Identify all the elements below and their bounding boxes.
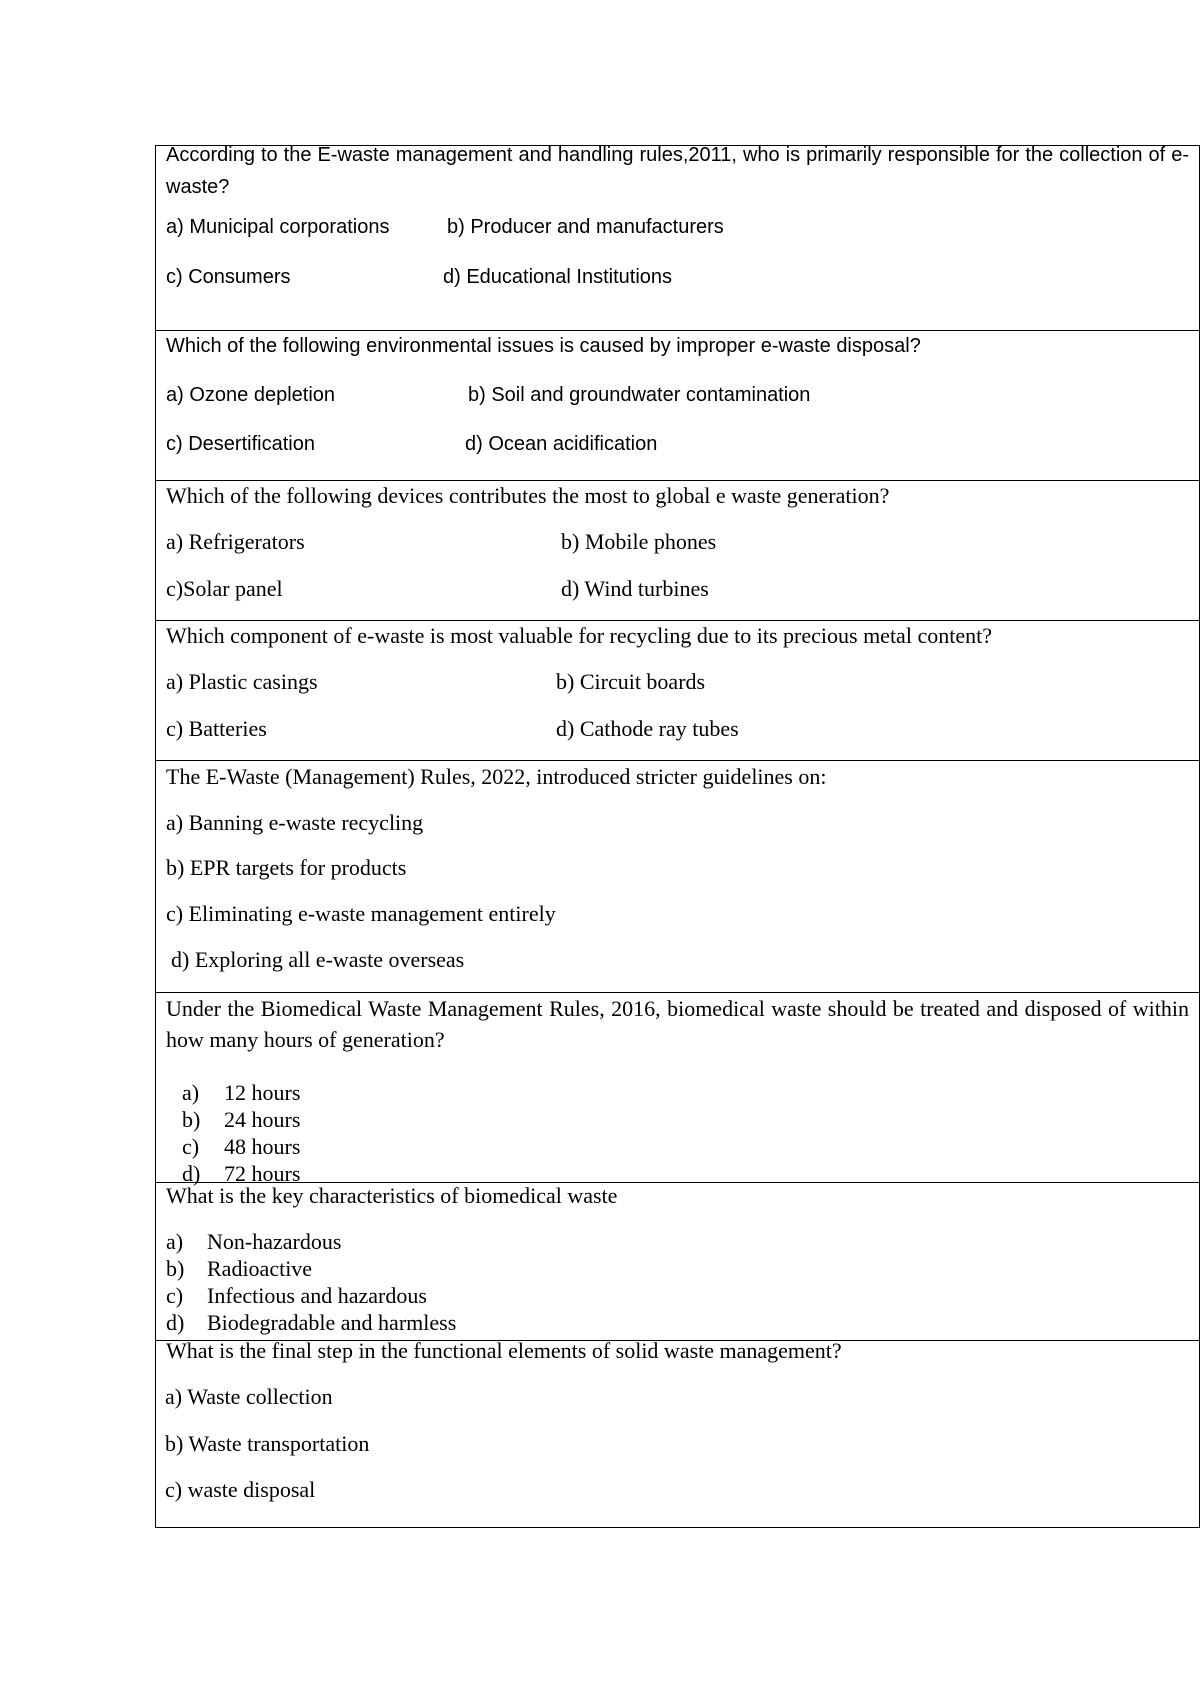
option-d: d) Ocean acidification [465,433,658,455]
option-c: c) Consumers [166,266,291,288]
list-item [182,1134,300,1160]
option-a: a) Waste collection [165,1384,333,1409]
list-marker: c) [182,1134,200,1159]
option-c: c) Eliminating e-waste management entirely [166,901,556,926]
question-text: Which of the following devices contributes the most to global e waste generation? [166,483,890,508]
question-cell [156,620,1199,760]
option-c: c) waste disposal [165,1477,316,1502]
option-b: b) EPR targets for products [166,855,407,880]
list-item [166,1229,341,1255]
question-text: Under the Biomedical Waste Management Rules, 2016, biomedical waste should be treated and disposed of within how many hours of generation? [166,996,1189,1052]
option-b: b) Producer and manufacturers [447,216,724,238]
list-marker: d) [166,1310,185,1335]
list-marker: a) [182,1080,200,1105]
option-c: c) Desertification [166,433,315,455]
list-marker: b) [182,1107,201,1132]
question-cell [156,330,1199,480]
question-cell [156,480,1199,620]
option-b: b) Mobile phones [561,529,717,554]
list-item [166,1256,312,1282]
question-text: Which of the following environmental issues is caused by improper e-waste disposal? [166,335,921,357]
option-a: a) Banning e-waste recycling [166,810,424,835]
list-marker: b) [166,1256,185,1281]
list-marker: a) [166,1229,184,1254]
option-a: a) Municipal corporations [166,216,390,238]
option-c: c) Batteries [166,716,267,741]
question-cell [156,992,1199,1186]
question-cell [156,760,1199,992]
list-marker: c) [166,1283,184,1308]
question-text: What is the key characteristics of biomedical waste [166,1183,618,1208]
option-label: Biodegradable and harmless [207,1310,457,1335]
option-a: a) Ozone depletion [166,384,336,406]
question-cell [156,1340,1199,1527]
option-label: 72 hours [224,1161,301,1186]
option-c: c)Solar panel [166,576,283,601]
list-item [182,1080,300,1106]
option-d: d) Educational Institutions [443,266,673,288]
list-marker: d) [182,1161,201,1186]
option-b: b) Waste transportation [165,1431,370,1456]
question-text: According to the E-waste management and handling rules,2011, who is primarily responsible for the collection of e-waste? [166,144,1189,198]
option-a: a) Plastic casings [166,669,318,694]
option-label: 12 hours [224,1080,301,1105]
question-cell [156,146,1199,330]
question-text: The E-Waste (Management) Rules, 2022, introduced stricter guidelines on: [166,764,827,789]
option-b: b) Circuit boards [556,669,706,694]
question-text: Which component of e-waste is most valuable for recycling due to its precious metal content? [166,623,992,648]
list-item [166,1283,427,1309]
option-label: Infectious and hazardous [207,1283,427,1308]
option-label: 24 hours [224,1107,301,1132]
list-item [182,1107,300,1133]
question-text: What is the final step in the functional elements of solid waste management? [166,1338,842,1363]
option-d: d) Wind turbines [561,576,709,601]
option-label: Non-hazardous [207,1229,342,1254]
option-a: a) Refrigerators [166,529,305,554]
option-label: Radioactive [207,1256,313,1281]
option-d: d) Exploring all e-waste overseas [171,947,465,972]
option-b: b) Soil and groundwater contamination [468,384,811,406]
list-item [166,1310,456,1336]
option-d: d) Cathode ray tubes [556,716,739,741]
option-label: 48 hours [224,1134,301,1159]
question-table [155,145,1200,1528]
question-cell [156,1182,1199,1340]
